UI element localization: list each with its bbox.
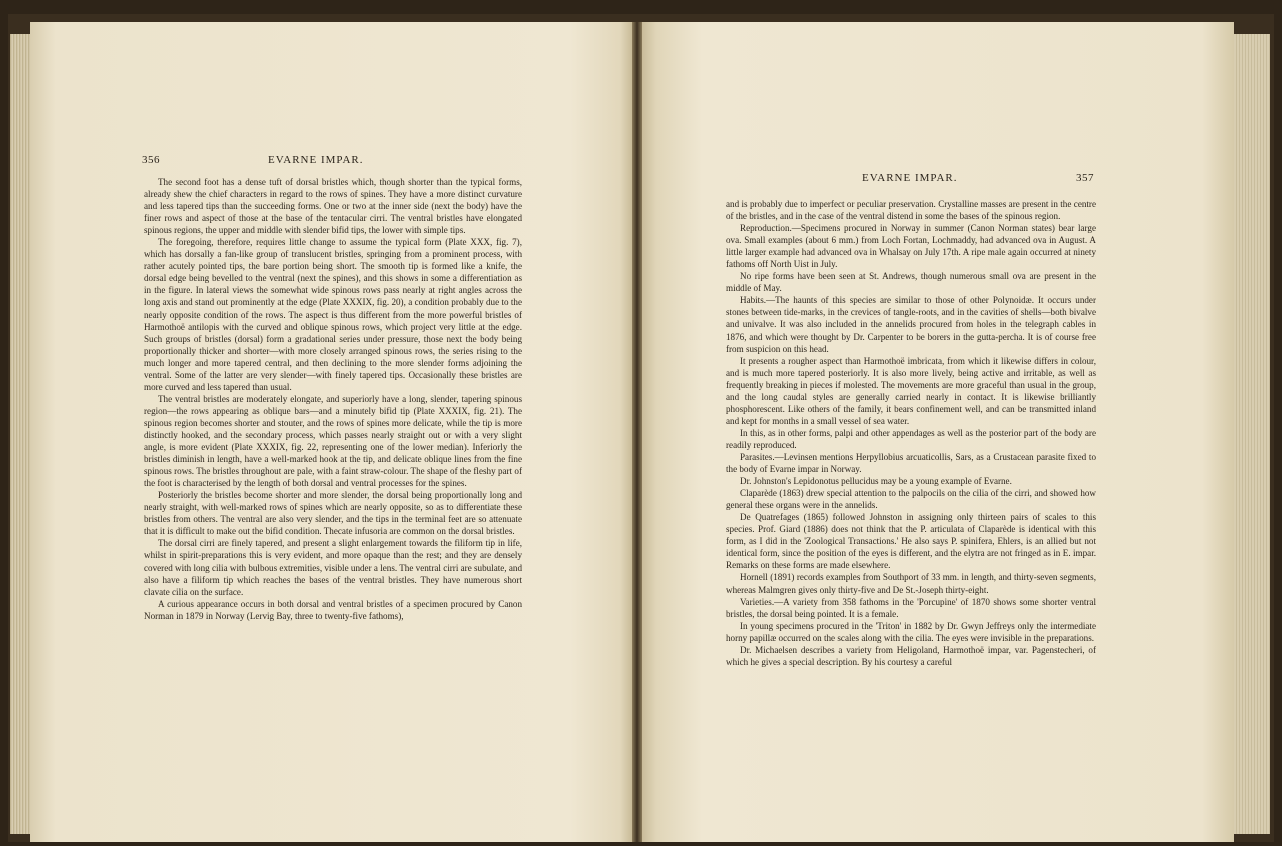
paragraph: Dr. Johnston's Lepidonotus pellucidus may be a young example of Evarne. xyxy=(740,476,1012,487)
book-spread xyxy=(8,14,1274,842)
paragraph: Posteriorly the bristles become shorter and more slender, the dorsal being proportionally long and nearly straight, with well-marked rows of spines which are nearly opposite, so as to differentiate these bristles from others. The ventral are also very slender, and the tips in the terminal feet are so attenuate that it is difficult to make out the bifid condition. Thecate infusoria are common on the dorsal bristles. xyxy=(144,490,522,537)
paragraph: Claparède (1863) drew special attention to the palpocils on the cilia of the cirri, and showed how general these organs were in the annelids. xyxy=(726,488,1096,511)
running-head: EVARNE IMPAR. xyxy=(268,154,364,166)
paragraph: Reproduction.—Specimens procured in Norway in summer (Canon Norman states) bear large ova. Small examples (about 6 mm.) from Loch Fortan, Lochmaddy, had advanced ova in August. A little larger example had advanced ova in Whalsay on July 17th. A ripe male again occurred at ninety fathoms off North Uist in July. xyxy=(726,223,1096,270)
left-page xyxy=(30,22,632,842)
paragraph: In this, as in other forms, palpi and other appendages as well as the posterior part of the body are readily reproduced. xyxy=(726,427,1096,450)
page-number: 356 xyxy=(142,154,160,166)
paragraph: In young specimens procured in the 'Triton' in 1882 by Dr. Gwyn Jeffreys only the intermediate horny papillæ occurred on the scales along with the cilia. The eyes were invisible in the preparations. xyxy=(726,620,1096,643)
paragraph: The second foot has a dense tuft of dorsal bristles which, though shorter than the typical forms, already shew the chief characters in regard to the rows of spines. They have a more distinct curvature and less tapered tips than the succeeding forms. One or two at the inner side (next the body) have the finer rows and aspect of those at the base of the tentacular cirri. The ventral bristles have elongated spinous regions, the upper and middle with slender bifid tips, the lower with simple tips. xyxy=(144,177,522,236)
paragraph: Parasites.—Levinsen mentions Herpyllobius arcuaticollis, Sars, as a Crustacean parasite fixed to the body of Evarne impar in Norway. xyxy=(726,451,1096,475)
page-edges-left xyxy=(10,34,30,834)
paragraph: Habits.—The haunts of this species are similar to those of other Polynoidæ. It occurs under stones between tide-marks, in the crevices of tangle-roots, and in the cavities of shells—both bivalve and univalve. It was also included in the annelids procured from holes in the telegraph cables in 1876, and which were thought by Dr. Carpenter to be borers in the gutta-percha. It is of course free from suspicion on this head. xyxy=(726,295,1096,354)
paragraph: No ripe forms have been seen at St. Andrews, though numerous small ova are present in the middle of May. xyxy=(726,271,1096,294)
paragraph: Hornell (1891) records examples from Southport of 33 mm. in length, and thirty-seven segments, whereas Malmgren gives only thirty-five and De St.-Joseph thirty-eight. xyxy=(726,572,1096,595)
paragraph: Varieties.—A variety from 358 fathoms in the 'Porcupine' of 1870 shows some shorter ventral bristles, the dorsal being pointed. It is a female. xyxy=(726,596,1096,619)
paragraph: The foregoing, therefore, requires little change to assume the typical form (Plate XXX, fig. 7), which has dorsally a fan-like group of translucent bristles, springing from a prominent process, with rather acutely pointed tips, the bare portion being short. The smooth tip is formed like a knife, the dorsal edge being bevelled to the ventral (next the spines), and this shows in some a differentiation as in the figure. In lateral views the somewhat wide spinous rows pass nearly at right angles across the long axis and stand out prominently at the edge (Plate XXXIX, fig. 20), a condition probably due to the nearly opposite condition of the rows. The aspect is thus different from the more powerful bristles of Harmothoë antilopis with the curved and oblique spinous rows, which project very little at the edge. Such groups of bristles (dorsal) form a gradational series under pressure, those next the body being proportionally thicker and shorter—with more closely arranged spinous rows, the series rising to the much longer and more tapered central, and then declining to the more slender forms adjoining the ventral. Some of the latter are very slender—with finely tapered tips. Occasionally these bristles are more curved and less tapered than usual. xyxy=(144,237,522,392)
book-gutter xyxy=(632,22,642,842)
paragraph: Dr. Michaelsen describes a variety from Heligoland, Harmothoë impar, var. Pagenstecheri, of which he gives a special description. By his courtesy a careful xyxy=(726,644,1096,667)
page-number: 357 xyxy=(1076,172,1094,184)
running-head: EVARNE IMPAR. xyxy=(862,172,958,184)
paragraph: De Quatrefages (1865) followed Johnston in assigning only thirteen pairs of scales to this species. Prof. Giard (1886) does not think that the P. articulata of Claparède is identical with this form, as I did in the 'Zoological Transactions.' He also says P. spinifera, Ehlers, is an allied but not identical form, since the position of the eyes is different, and the elytra are not fringed as in E. impar. Remarks on these forms are made elsewhere. xyxy=(726,512,1096,571)
paragraph: The dorsal cirri are finely tapered, and present a slight enlargement towards the filiform tip in life, whilst in spirit-preparations this is very evident, and more opaque than the rest; and they are densely covered with long cilia with bulbous extremities, visible under a lens. The ventral cirri are subulate, and also have a filiform tip which reaches the bases of the ventral bristles. They have numerous short clavate cilia on the surface. xyxy=(144,538,522,597)
paragraph: The ventral bristles are moderately elongate, and superiorly have a long, slender, tapering spinous region—the rows appearing as oblique bars—and a minutely bifid tip (Plate XXXIX, fig. 21). The spinous region becomes shorter and stouter, and the rows of spines more delicate, while the tip is more distinctly hooked, and the secondary process, which passes nearly straight out or with a very slight angle, is more evident (Plate XXXIX, fig. 22, representing one of the lower median). Inferiorly the bristles diminish in length, have a well-marked hook at the tip, and delicate oblique lines from the fine spinous rows. The bristles throughout are pale, with a faint straw-colour. The shape of the fleshy part of the foot is characterised by the length of both dorsal and ventral processes for the spines. xyxy=(144,393,522,489)
paragraph: and is probably due to imperfect or peculiar preservation. Crystalline masses are present in the centre of the bristles, and in the case of the ventral distend in some the bases of the spinous region. xyxy=(726,199,1096,222)
left-body-text xyxy=(144,176,522,622)
page-edges-right xyxy=(1234,34,1270,834)
right-page xyxy=(642,22,1234,842)
right-body-text xyxy=(726,198,1096,668)
paragraph: A curious appearance occurs in both dorsal and ventral bristles of a specimen procured by Canon Norman in 1879 in Norway (Lervig Bay, three to twenty-five fathoms), xyxy=(144,598,522,621)
paragraph: It presents a rougher aspect than Harmothoë imbricata, from which it likewise differs in colour, and is much more tapered posteriorly. It is also more lively, being active and irritable, as well as frequently breaking in pieces if molested. The movements are more graceful than usual in the group, and the long caudal styles are generally carried nearly in contact. It is likewise brilliantly phosphorescent. Like others of the family, it bears confinement well, and can be transmitted inland and kept for months in a small vessel of sea water. xyxy=(726,355,1096,426)
